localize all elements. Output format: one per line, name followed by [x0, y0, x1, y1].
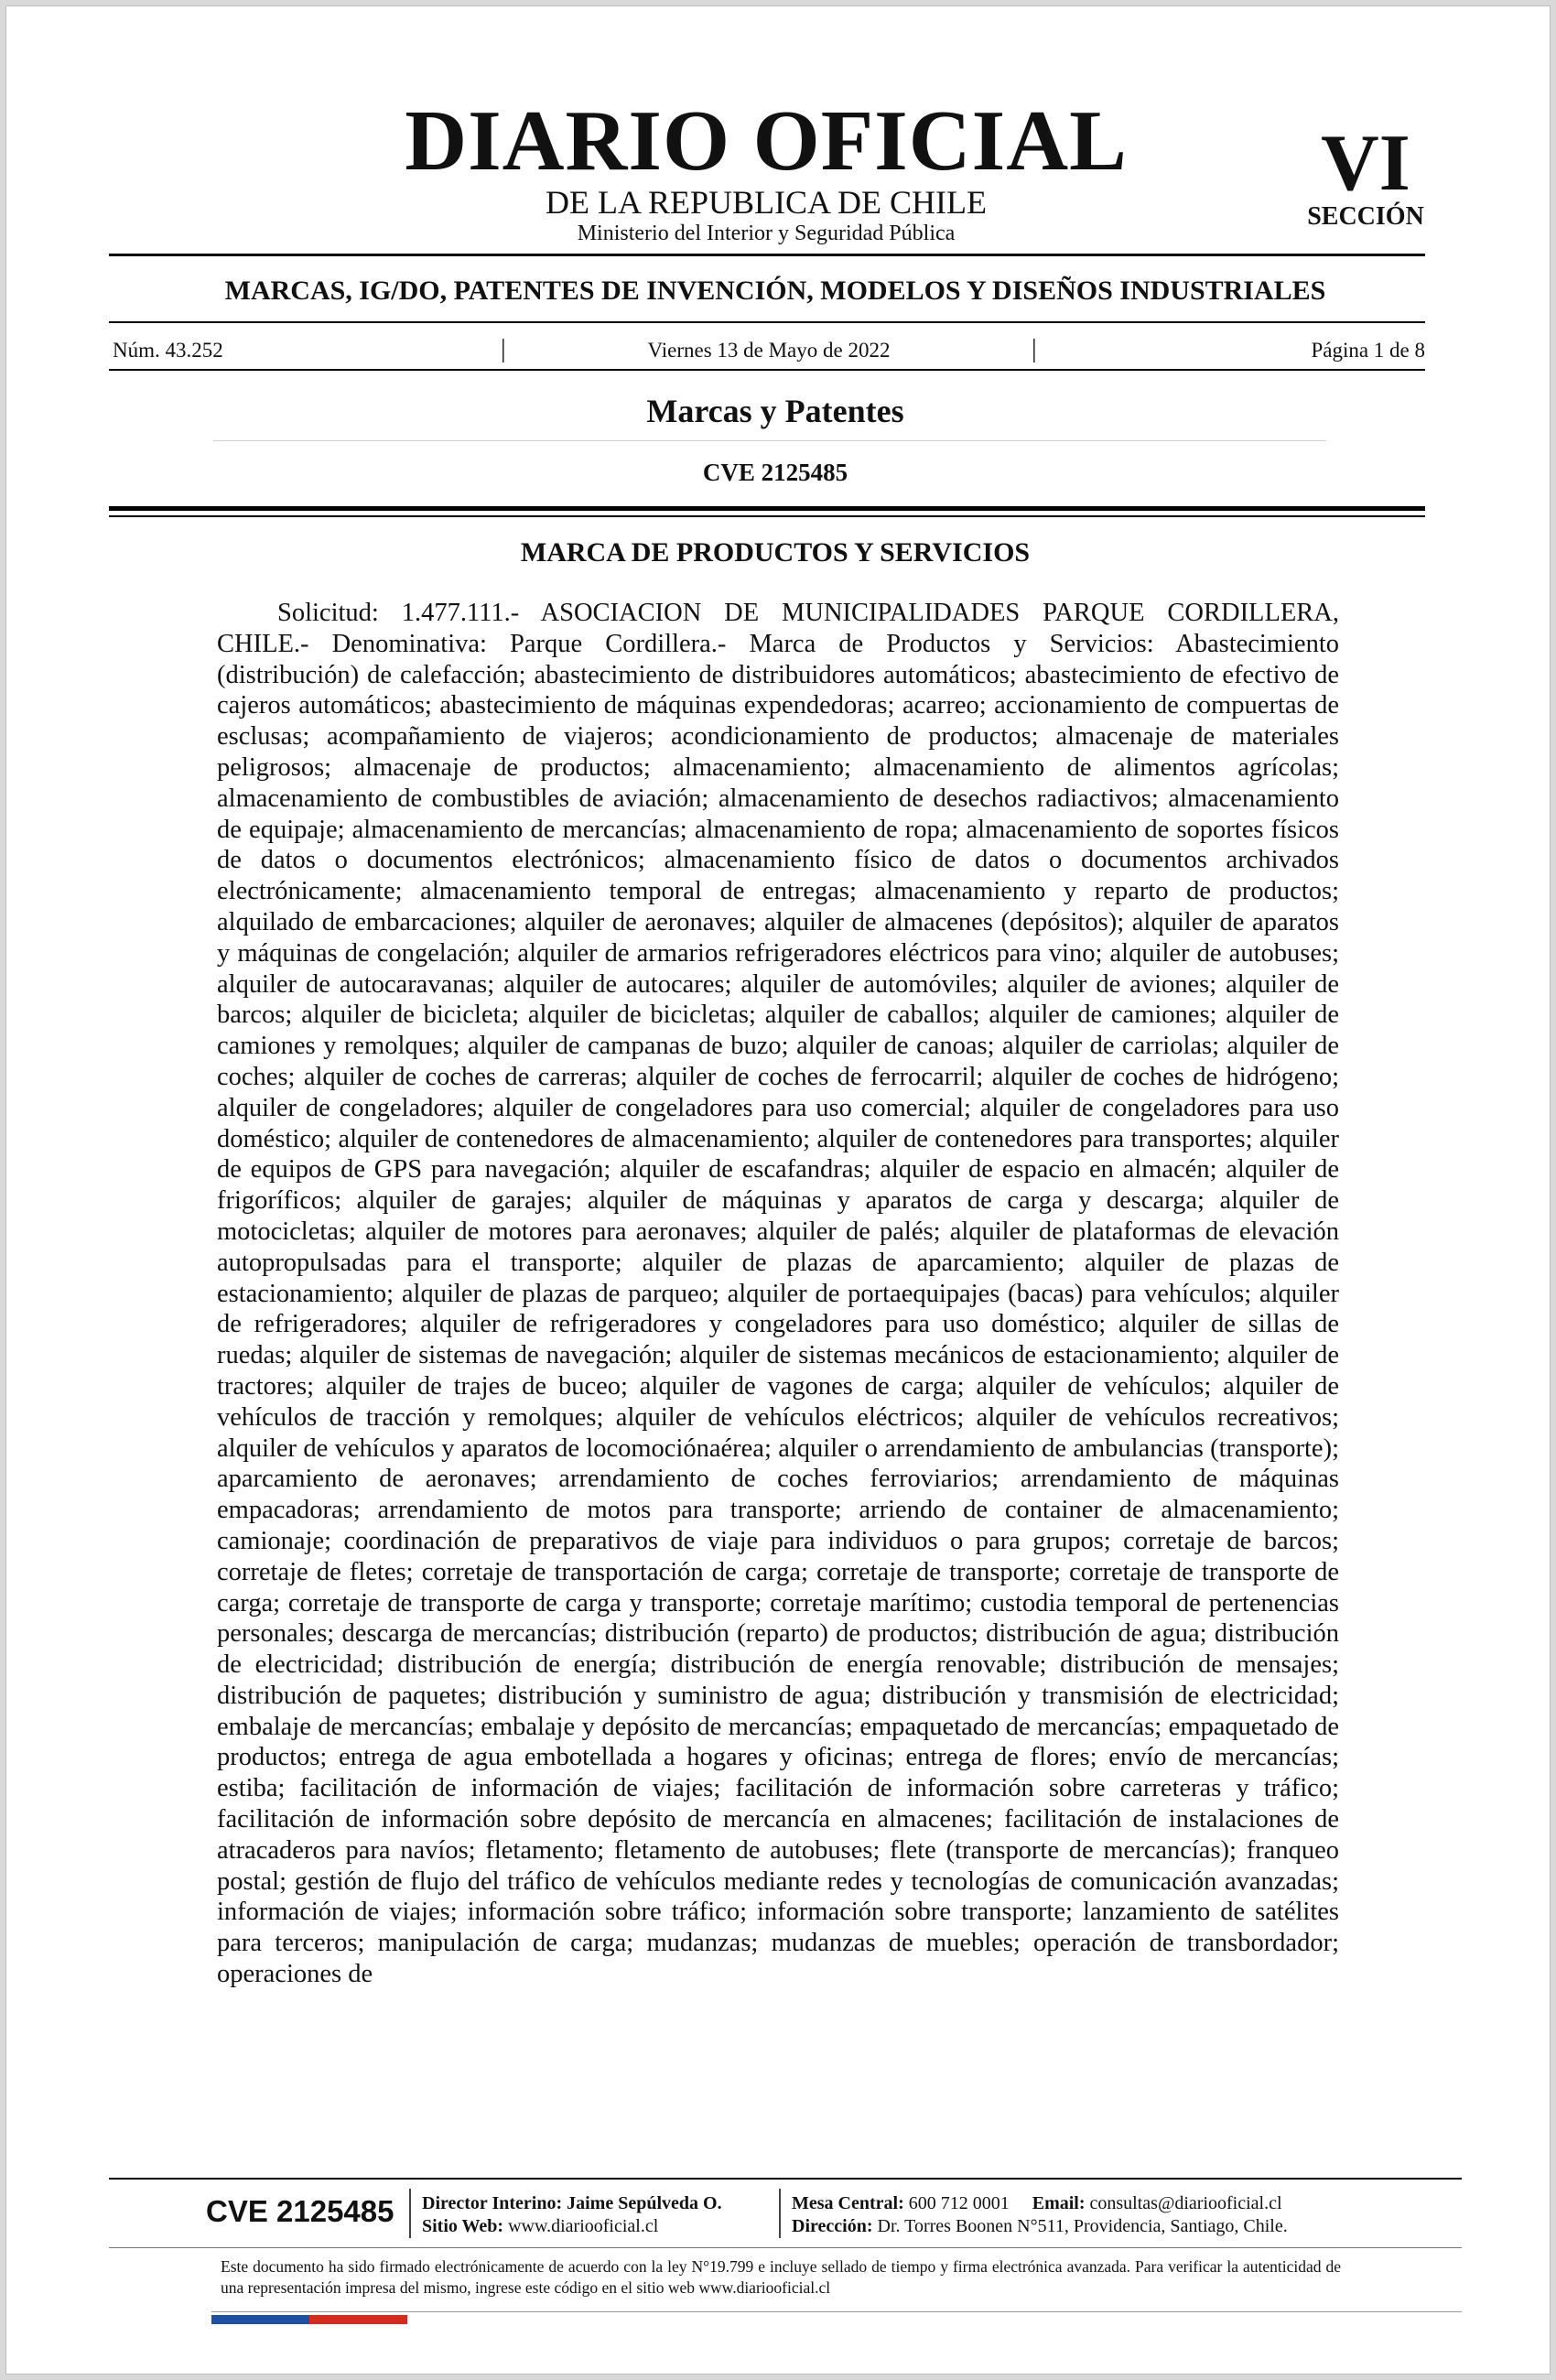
section-number: VI	[1321, 119, 1410, 208]
footer-legal-rule	[109, 2247, 1462, 2248]
footer-cve: CVE 2125485	[206, 2194, 394, 2228]
issue-separator: |	[501, 335, 506, 363]
notice-type: MARCA DE PRODUCTOS Y SERVICIOS	[520, 537, 1031, 568]
director-name: Jaime Sepúlveda O.	[567, 2193, 722, 2213]
flag-stripe-red	[309, 2315, 407, 2324]
phone-label: Mesa Central:	[792, 2193, 904, 2213]
address-label: Dirección:	[792, 2216, 873, 2236]
legal-notice: Este documento ha sido firmado electrónicamente de acuerdo con la ley N°19.799 e incluye sellado de tiempo y firma electrónica avanzada. Para verificar la autenticidad de una representación impresa del mismo, ingrese este código en el sitio web www.diariooficial.cl	[221, 2257, 1341, 2297]
website-link[interactable]: www.diariooficial.cl	[508, 2216, 659, 2236]
header-bottom-rule-thin	[109, 515, 1425, 517]
footer-contact-right	[792, 2192, 1288, 2238]
masthead-subtitle: DE LA REPUBLICA DE CHILE	[546, 184, 987, 221]
notice-body: Solicitud: 1.477.111.- ASOCIACION DE MUNICIPALIDADES PARQUE CORDILLERA, CHILE.- Denominativa: Parque Cordillera.- Marca de Productos y Servicios: Abastecimiento (distribución) de calefacción; abastecimiento de distribuidores automáticos; abastecimiento de efectivo de cajeros automáticos; abastecimiento de máquinas expendedoras; acarreo; accionamiento de compuertas de esclusas; acompañamiento de viajeros; acondicionamiento de productos; almacenaje de materiales peligrosos; almacenaje de productos; almacenamiento; almacenamiento de alimentos agrícolas; almacenamiento de combustibles de aviación; almacenamiento de desechos radiactivos; almacenamiento de equipaje; almacenamiento de mercancías; almacenamiento de ropa; almacenamiento de soportes físicos de datos o documentos electrónicos; almacenamiento físico de datos o documentos archivados electrónicamente; almacenamiento temporal de entregas; almacenamiento y reparto de productos; alquilado de embarcaciones; alquiler de aeronaves; alquiler de almacenes (depósitos); alquiler de aparatos y máquinas de congelación; alquiler de armarios refrigeradores eléctricos para vino; alquiler de autobuses; alquiler de autocaravanas; alquiler de autocares; alquiler de automóviles; alquiler de aviones; alquiler de barcos; alquiler de bicicleta; alquiler de bicicletas; alquiler de caballos; alquiler de camiones; alquiler de camiones y remolques; alquiler de campanas de buzo; alquiler de canoas; alquiler de carriolas; alquiler de coches; alquiler de coches de carreras; alquiler de coches de ferrocarril; alquiler de coches de hidrógeno; alquiler de congeladores; alquiler de congeladores para uso comercial; alquiler de congeladores para uso doméstico; alquiler de contenedores de almacenamiento; alquiler de contenedores para transportes; alquiler de equipos de GPS para navegación; alquiler de escafandras; alquiler de espacio en almacén; alquiler de frigoríficos; alquiler de garajes; alquiler de máquinas y aparatos de carga y descarga; alquiler de motocicletas; alquiler de motores para aeronaves; alquiler de palés; alquiler de plataformas de elevación autopropulsadas para el transporte; alquiler de plazas de aparcamiento; alquiler de plazas de estacionamiento; alquiler de plazas de parqueo; alquiler de portaequipajes (bacas) para vehículos; alquiler de refrigeradores; alquiler de refrigeradores y congeladores para uso doméstico; alquiler de sillas de ruedas; alquiler de sistemas de navegación; alquiler de sistemas mecánicos de estacionamiento; alquiler de tractores; alquiler de trajes de buceo; alquiler de vagones de carga; alquiler de vehículos; alquiler de vehículos de tracción y remolques; alquiler de vehículos eléctricos; alquiler de vehículos recreativos; alquiler de vehículos y aparatos de locomociónaérea; alquiler o arrendamiento de ambulancias (transporte); aparcamiento de aeronaves; arrendamiento de coches ferroviarios; arrendamiento de máquinas empacadoras; arrendamiento de motos para transporte; arriendo de container de almacenamiento; camionaje; coordinación de preparativos de viaje para individuos o para grupos; corretaje de barcos; corretaje de fletes; corretaje de transportación de carga; corretaje de transporte; corretaje de transporte de carga; corretaje de transporte de carga y transporte; corretaje marítimo; custodia temporal de pertenencias personales; descarga de mercancías; distribución (reparto) de productos; distribución de agua; distribución de electricidad; distribución de energía; distribución de energía renovable; distribución de mensajes; distribución de paquetes; distribución y suministro de agua; distribución y transmisión de electricidad; embalaje de mercancías; embalaje y depósito de mercancías; empaquetado de mercancías; empaquetado de productos; entrega de agua embotellada a hogares y oficinas; entrega de flores; envío de mercancías; estiba; facilitación de información de viajes; facilitación de información sobre carreteras y tráfico; facilitación de información sobre depósito de mercancía en almacenes; facilitación de instalaciones de atracaderos para navíos; fletamento; fletamento de autobuses; flete (transporte de mercancías); franqueo postal; gestión de flujo del tráfico de vehículos mediante redes y tecnologías de comunicación avanzadas; información de viajes; información sobre tráfico; información sobre transporte; lanzamiento de satélites para terceros; manipulación de carga; mudanzas; mudanzas de muebles; operación de transbordador; operaciones de	[217, 599, 1339, 1989]
website-label: Sitio Web:	[422, 2216, 504, 2236]
document-heading: Marcas y Patentes	[646, 393, 904, 429]
heading-rule	[213, 440, 1326, 441]
section-banner: MARCAS, IG/DO, PATENTES DE INVENCIÓN, MODELOS Y DISEÑOS INDUSTRIALES	[224, 276, 1326, 306]
banner-rule	[109, 321, 1425, 323]
issue-date: Viernes 13 de Mayo de 2022	[647, 339, 891, 362]
header-bottom-rule-thick	[109, 506, 1425, 511]
footer-contact-left	[422, 2192, 722, 2238]
address-text: Dr. Torres Boonen N°511, Providencia, Santiago, Chile.	[877, 2216, 1288, 2236]
issue-number: Núm. 43.252	[113, 339, 223, 362]
page-number: Página 1 de 8	[1311, 339, 1425, 362]
director-label: Director Interino:	[422, 2193, 563, 2213]
issue-rule	[109, 369, 1425, 371]
email-label: Email:	[1032, 2193, 1086, 2213]
footer-divider	[409, 2189, 411, 2238]
issue-separator: |	[1032, 335, 1037, 363]
footer-bottom-rule	[211, 2311, 1462, 2312]
document-page	[5, 5, 1551, 2375]
footer-top-rule	[109, 2178, 1462, 2180]
ministry-name: Ministerio del Interior y Seguridad Pública	[577, 222, 956, 245]
flag-stripe-blue	[211, 2315, 309, 2324]
phone-number: 600 712 0001	[908, 2193, 1010, 2213]
email-link[interactable]: consultas@diariooficial.cl	[1089, 2193, 1282, 2213]
flag-stripe	[211, 2315, 407, 2324]
section-label: SECCIÓN	[1307, 202, 1424, 231]
masthead-rule	[109, 254, 1425, 256]
footer-divider	[779, 2189, 781, 2238]
document-cve: CVE 2125485	[702, 459, 848, 486]
masthead-title: DIARIO OFICIAL	[405, 93, 1128, 189]
